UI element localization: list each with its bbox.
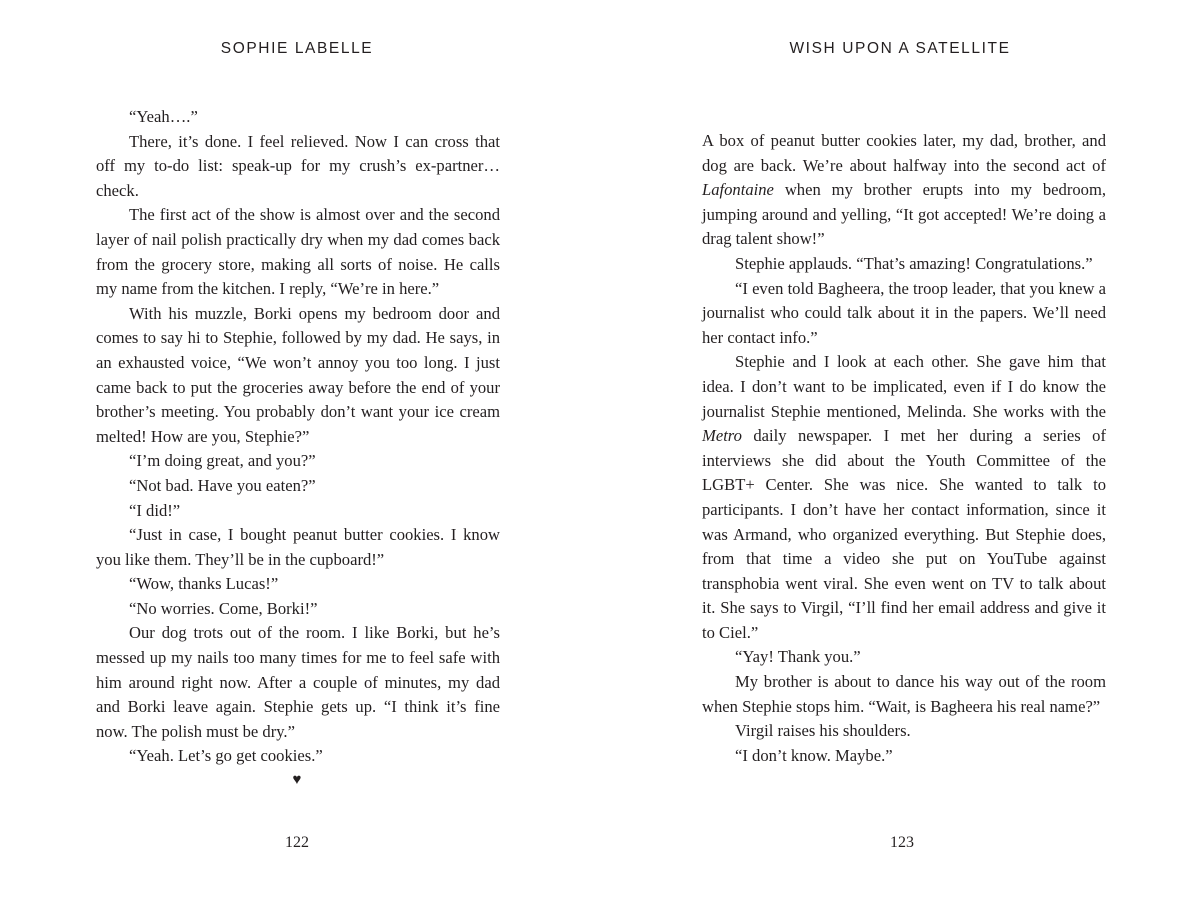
page-number: 122 [285, 834, 309, 851]
page-number: 123 [890, 834, 914, 851]
paragraph: “I did!” [129, 500, 181, 520]
running-head-title: WISH UPON A SATELLITE [789, 40, 1011, 57]
paragraph: “I don’t know. Maybe.” [735, 745, 893, 765]
text-run: daily newspaper. I met her during a series of interviews she did about the Youth Committee of the LGBT+ Center. She was nice. She wanted to talk to participants. I don’t have her contact information, since it was Armand, who organized everything. But Stephie does, from that time a video she put on YouTube against transphobia went viral. She even went on TV to talk about it. She says to Virgil, “I’ll find her email address and give it to Ciel.” [702, 426, 1106, 642]
italic-newspaper-name: Metro [702, 426, 742, 446]
paragraph: The first act of the show is almost over and the second layer of nail polish practically dry when my dad comes back from the grocery store, making all sorts of noise. He calls my name from the kitchen. I reply, “We’re in here.” [96, 205, 500, 299]
right-page [600, 0, 1200, 900]
italic-show-title: Lafontaine [702, 180, 774, 200]
paragraph: There, it’s done. I feel relieved. Now I can cross that off my to-do list: speak-up for my crush’s ex-partner…check. [96, 131, 500, 200]
section-break-heart-icon: ♥ [292, 772, 302, 788]
paragraph: “Just in case, I bought peanut butter cookies. I know you like them. They’ll be in the cupboard!” [96, 525, 500, 569]
text-run: when my brother erupts into my bedroom, jumping around and yelling, “It got accepted! We’re doing a drag talent show!” [702, 180, 1106, 249]
left-page-text [96, 105, 500, 769]
paragraph: Our dog trots out of the room. I like Borki, but he’s messed up my nails too many times for me to feel safe with him around right now. After a couple of minutes, my dad and Borki leave again. Stephie gets up. “I think it’s fine now. The polish must be dry.” [96, 623, 500, 741]
text-run: A box of peanut butter cookies later, my dad, brother, and dog are back. We’re about halfway into the second act of [702, 131, 1106, 175]
paragraph: “Not bad. Have you eaten?” [129, 475, 316, 495]
paragraph: “Yeah. Let’s go get cookies.” [129, 746, 323, 766]
paragraph: “No worries. Come, Borki!” [129, 598, 318, 618]
paragraph: Stephie applauds. “That’s amazing! Congratulations.” [735, 253, 1093, 273]
opening-paragraph [702, 129, 1106, 252]
paragraph: With his muzzle, Borki opens my bedroom door and comes to say hi to Stephie, followed by my dad. He says, in an exhausted voice, “We won’t annoy you too long. I just came back to put the groceries away before the end of your brother’s meeting. You probably don’t want your ice cream melted! How are you, Stephie?” [96, 303, 500, 446]
paragraph: “I even told Bagheera, the troop leader, that you knew a journalist who could talk about it in the papers. We’ll need her contact info.” [702, 278, 1106, 347]
right-page-text [702, 129, 1106, 768]
paragraph: “Yay! Thank you.” [735, 647, 861, 667]
paragraph [702, 350, 1106, 645]
running-head-author: SOPHIE LABELLE [220, 40, 374, 57]
paragraph: “Yeah….” [129, 107, 198, 126]
paragraph: “Wow, thanks Lucas!” [129, 574, 279, 594]
paragraph: My brother is about to dance his way out of the room when Stephie stops him. “Wait, is Bagheera his real name?” [702, 672, 1106, 716]
paragraph: “I’m doing great, and you?” [129, 451, 316, 471]
text-run: Stephie and I look at each other. She gave him that idea. I don’t want to be implicated, even if I do know the journalist Stephie mentioned, Melinda. She works with the [702, 352, 1106, 421]
paragraph: Virgil raises his shoulders. [735, 721, 911, 741]
